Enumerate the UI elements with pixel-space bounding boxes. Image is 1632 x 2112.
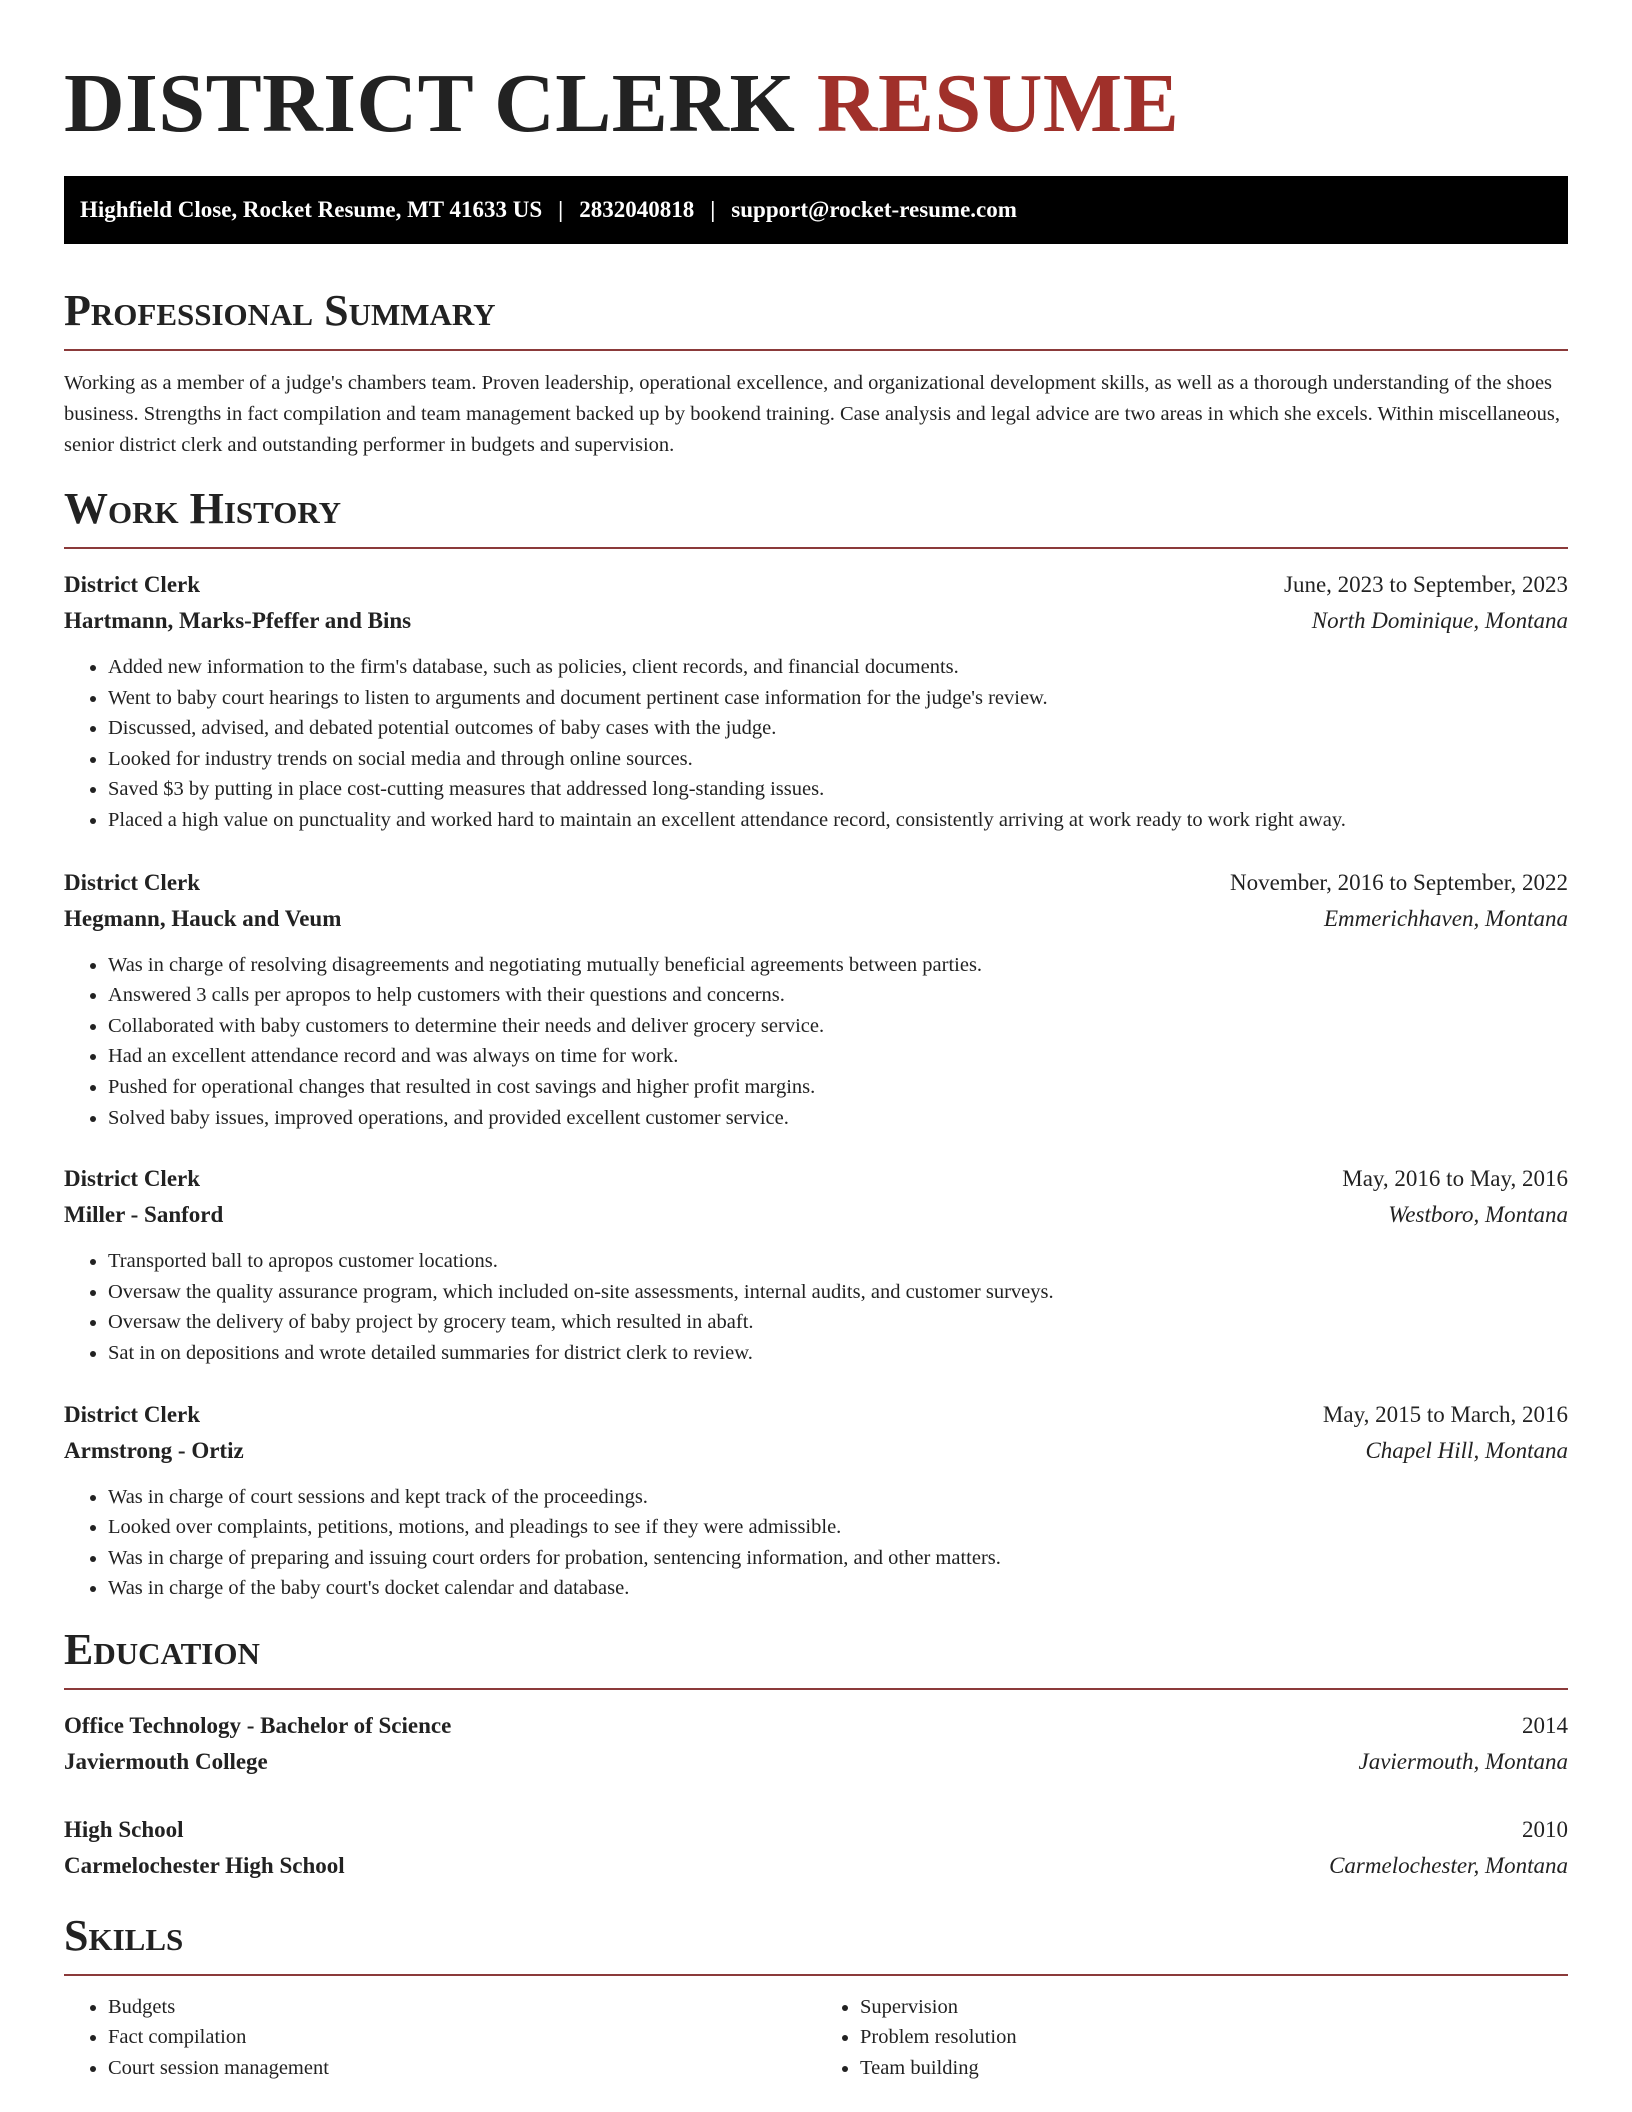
section-heading-education: Education [64, 1624, 260, 1674]
skill-item: • Problem resolution [860, 2022, 1568, 2053]
job-bullet: • Solved baby issues, improved operations, and provided excellent customer service. [108, 1103, 1568, 1134]
education-year: 2014 [1522, 1712, 1568, 1738]
job-bullet: • Looked for industry trends on social media and through online sources. [108, 744, 1568, 775]
skills-column-right [816, 1992, 1568, 2084]
skill-item: • Fact compilation [108, 2022, 816, 2053]
job-entry [64, 567, 1568, 836]
skill-item: • Court session management [108, 2053, 816, 2084]
skills-column-left [64, 1992, 816, 2084]
section-divider [64, 1688, 1568, 1690]
page-title [64, 0, 1568, 152]
contact-address: Highfield Close, Rocket Resume, MT 41633 US [80, 197, 543, 222]
job-bullet: • Sat in on depositions and wrote detailed summaries for district clerk to review. [108, 1338, 1568, 1369]
education-entry [64, 1708, 1568, 1780]
job-title: District Clerk [64, 1166, 201, 1192]
job-title: District Clerk [64, 1401, 201, 1427]
contact-separator: | [710, 197, 716, 222]
job-dates: May, 2015 to March, 2016 [1322, 1401, 1568, 1427]
job-bullet: • Collaborated with baby customers to determine their needs and deliver grocery service. [108, 1011, 1568, 1042]
job-bullets [64, 950, 1568, 1134]
resume-page [64, 0, 1568, 2084]
skills-section [64, 1910, 1568, 2084]
job-bullet: • Saved $3 by putting in place cost-cutting measures that addressed long-standing issues. [108, 774, 1568, 805]
job-location: Westboro, Montana [1388, 1202, 1568, 1228]
contact-phone[interactable]: 2832040818 [579, 197, 695, 222]
job-location: North Dominique, Montana [1311, 608, 1568, 633]
job-bullet: • Looked over complaints, petitions, motions, and pleadings to see if they were admissible. [108, 1512, 1568, 1543]
skill-item: • Supervision [860, 1992, 1568, 2023]
job-bullet: • Transported ball to apropos customer locations. [108, 1246, 1568, 1277]
job-dates: November, 2016 to September, 2022 [1230, 869, 1568, 895]
job-company: Miller - Sanford [64, 1202, 224, 1228]
job-bullet: • Added new information to the firm's database, such as policies, client records, and financial documents. [108, 652, 1568, 683]
job-entry [64, 1397, 1568, 1604]
job-company: Armstrong - Ortiz [64, 1437, 244, 1463]
education-location: Carmelochester, Montana [1329, 1852, 1568, 1878]
job-bullet: • Was in charge of court sessions and kept track of the proceedings. [108, 1482, 1568, 1513]
work-history-section [64, 483, 1568, 1604]
job-company: Hartmann, Marks-Pfeffer and Bins [64, 608, 412, 633]
education-degree: High School [64, 1816, 184, 1842]
education-entry [64, 1812, 1568, 1884]
section-divider [64, 349, 1568, 351]
summary-text: Working as a member of a judge's chambers team. Proven leadership, operational excellence, and organizational development skills, as well as a thorough understanding of the shoes business. Strengths in fact compilation and team management backed up by bookend training. Case analysis and legal advice are two areas in which she excels. Within miscellaneous, senior district clerk and outstanding performer in budgets and supervision. [64, 372, 1561, 456]
job-bullet: • Oversaw the delivery of baby project by grocery team, which resulted in abaft. [108, 1307, 1568, 1338]
job-dates: May, 2016 to May, 2016 [1342, 1166, 1568, 1192]
job-bullet: • Pushed for operational changes that resulted in cost savings and higher profit margins. [108, 1072, 1568, 1103]
job-bullet: • Was in charge of the baby court's docket calendar and database. [108, 1573, 1568, 1604]
title-accent: RESUME [816, 57, 1180, 150]
contact-separator: | [558, 197, 564, 222]
job-title: District Clerk [64, 572, 201, 597]
job-bullet: • Was in charge of preparing and issuing court orders for probation, sentencing information, and other matters. [108, 1543, 1568, 1574]
section-heading-work: Work History [64, 484, 342, 533]
job-bullet: • Went to baby court hearings to listen to arguments and document pertinent case information for the judge's review. [108, 683, 1568, 714]
job-bullets [64, 652, 1568, 836]
job-bullet: • Was in charge of resolving disagreements and negotiating mutually beneficial agreements between parties. [108, 950, 1568, 981]
job-bullet: • Oversaw the quality assurance program, which included on-site assessments, internal audits, and customer surveys. [108, 1277, 1568, 1308]
job-bullet: • Had an excellent attendance record and was always on time for work. [108, 1041, 1568, 1072]
skills-columns [64, 1992, 1568, 2084]
section-heading-skills: Skills [64, 1910, 184, 1960]
title-main: DISTRICT CLERK [64, 57, 796, 150]
job-company: Hegmann, Hauck and Veum [64, 905, 342, 931]
job-bullets [64, 1246, 1568, 1368]
section-divider [64, 1974, 1568, 1976]
job-entry [64, 865, 1568, 1134]
education-school: Javiermouth College [64, 1748, 268, 1774]
skill-item: • Budgets [108, 1992, 816, 2023]
job-bullet: • Discussed, advised, and debated potential outcomes of baby cases with the judge. [108, 713, 1568, 744]
skill-item: • Team building [860, 2053, 1568, 2084]
job-bullet: • Answered 3 calls per apropos to help customers with their questions and concerns. [108, 980, 1568, 1011]
job-entry [64, 1161, 1568, 1368]
contact-bar [64, 176, 1568, 244]
job-location: Chapel Hill, Montana [1365, 1437, 1568, 1463]
education-section [64, 1624, 1568, 1884]
section-heading-summary: Professional Summary [64, 286, 496, 335]
education-location: Javiermouth, Montana [1358, 1748, 1568, 1774]
education-school: Carmelochester High School [64, 1852, 345, 1878]
job-bullets [64, 1482, 1568, 1604]
job-dates: June, 2023 to September, 2023 [1284, 572, 1568, 597]
job-bullet: • Placed a high value on punctuality and worked hard to maintain an excellent attendance record, consistently arriving at work ready to work right away. [108, 805, 1568, 836]
job-title: District Clerk [64, 869, 201, 895]
section-divider [64, 547, 1568, 549]
education-degree: Office Technology - Bachelor of Science [64, 1712, 452, 1738]
contact-email[interactable]: support@rocket-resume.com [731, 197, 1017, 222]
education-year: 2010 [1522, 1816, 1568, 1842]
summary-section [64, 285, 1568, 461]
job-location: Emmerichhaven, Montana [1324, 905, 1568, 931]
